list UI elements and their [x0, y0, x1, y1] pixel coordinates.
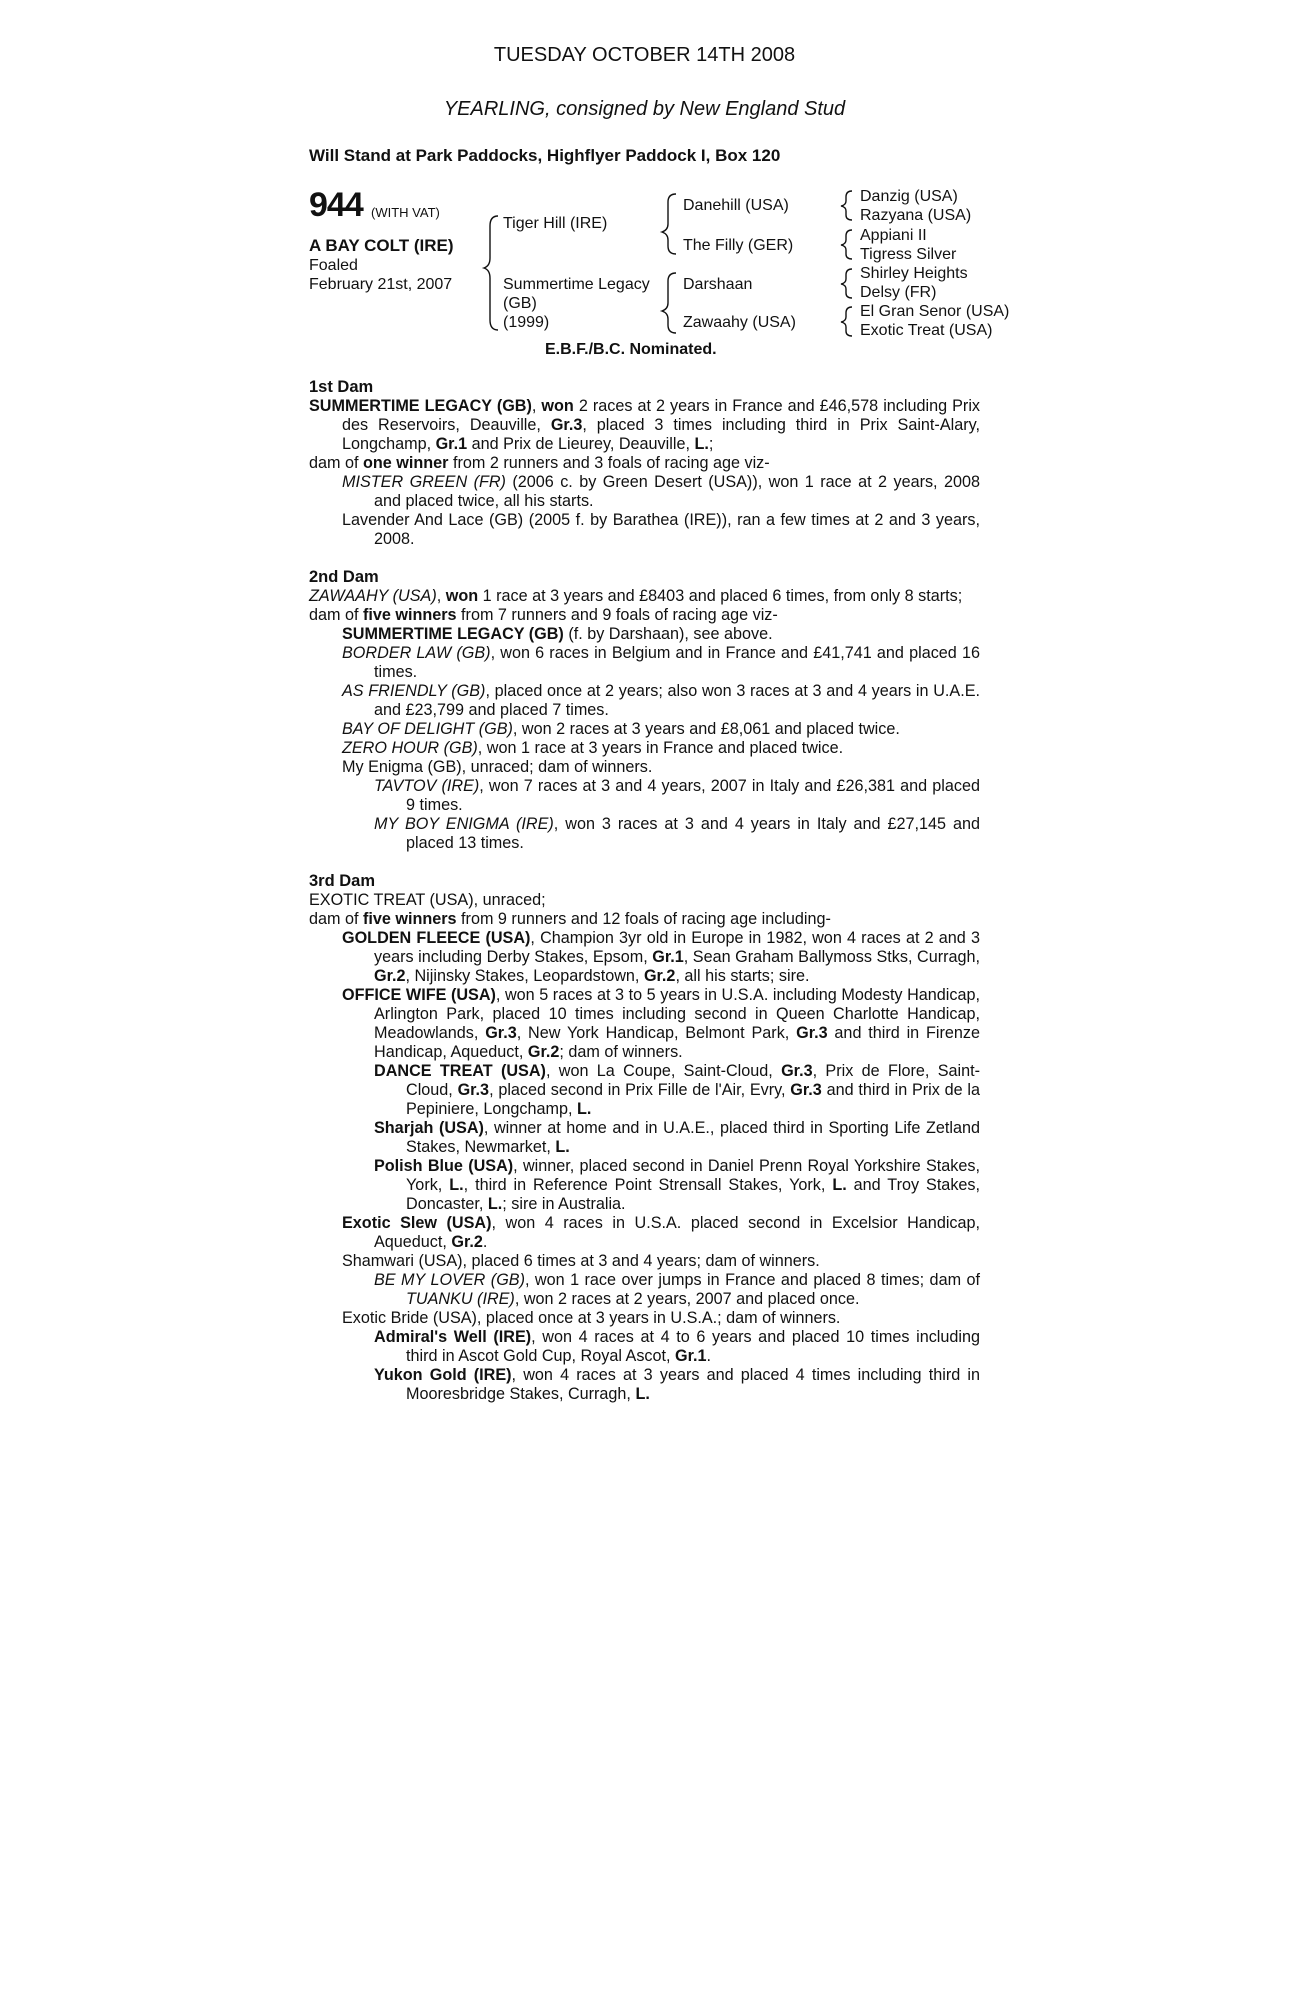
grandproduce-be-my-lover: BE MY LOVER (GB), won 1 race over jumps in France and placed 8 times; dam of TUANKU (IRE), won 2 races at 2 years, 2007 and placed once.: [374, 1271, 980, 1308]
pedigree-dam-year: (1999): [503, 314, 550, 331]
first-dam-heading: 1st Dam: [309, 378, 374, 396]
pedigree-gg-5: Shirley Heights: [860, 265, 968, 282]
consignment-line: YEARLING, consigned by New England Stud: [443, 98, 846, 120]
pedigree-sire-dam: The Filly (GER): [683, 237, 794, 254]
third-dam-produce-summary: dam of five winners from 9 runners and 12 foals of racing age including-: [309, 910, 831, 928]
grandproduce-dance-treat: DANCE TREAT (USA), won La Coupe, Saint-Cloud, Gr.3, Prix de Flore, Saint-Cloud, Gr.3, placed second in Prix Fille de l'Air, Evry, Gr.3 and third in Prix de la Pepiniere, Longchamp, L.: [374, 1062, 980, 1118]
third-dam-produce-exotic-bride: Exotic Bride (USA), placed once at 3 years in U.S.A.; dam of winners.: [342, 1309, 841, 1327]
pedigree-gg-3: Appiani II: [860, 227, 927, 244]
stand-location: Will Stand at Park Paddocks, Highflyer Paddock I, Box 120: [309, 146, 781, 165]
first-dam-produce-1: MISTER GREEN (FR) (2006 c. by Green Desert (USA)), won 1 race at 2 years, 2008 and placed twice, all his starts.: [342, 473, 980, 510]
second-dam-produce-2: BORDER LAW (GB), won 6 races in Belgium and in France and £41,741 and placed 16 times.: [342, 644, 980, 681]
first-dam-produce-2: Lavender And Lace (GB) (2005 f. by Barathea (IRE)), ran a few times at 2 and 3 years, 2008.: [342, 511, 980, 548]
catalogue-body: [309, 378, 980, 1404]
first-dam-name: SUMMERTIME LEGACY (GB): [309, 397, 532, 415]
grandproduce-polish-blue: Polish Blue (USA), winner, placed second in Daniel Prenn Royal Yorkshire Stakes, York, L., third in Reference Point Strensall Stakes, York, L. and Troy Stakes, Doncaster, L.; sire in Australia.: [374, 1157, 981, 1213]
pedigree-dam-sire: Darshaan: [683, 276, 753, 293]
vat-note: (WITH VAT): [371, 205, 440, 220]
second-dam-grandproduce-2: MY BOY ENIGMA (IRE), won 3 races at 3 and 4 years in Italy and £27,145 and placed 13 times.: [374, 815, 980, 852]
third-dam-heading: 3rd Dam: [309, 872, 376, 890]
nomination-note: E.B.F./B.C. Nominated.: [545, 341, 717, 358]
pedigree-dam-dam: Zawaahy (USA): [683, 314, 796, 331]
pedigree-dam: [503, 275, 650, 332]
second-dam-produce-1: SUMMERTIME LEGACY (GB) (f. by Darshaan), see above.: [342, 625, 773, 643]
third-dam-produce-exotic-slew: Exotic Slew (USA), won 4 races in U.S.A. placed second in Excelsior Handicap, Aqueduct, Gr.2.: [342, 1214, 981, 1251]
grandproduce-admirals-well: Admiral's Well (IRE), won 4 races at 4 to 6 years and placed 10 times including third in Ascot Gold Cup, Royal Ascot, Gr.1.: [374, 1328, 980, 1365]
pedigree-gg-4: Tigress Silver: [860, 246, 957, 263]
pedigree-gg-6: Delsy (FR): [860, 284, 937, 301]
second-dam-produce-4: BAY OF DELIGHT (GB), won 2 races at 3 years and £8,061 and placed twice.: [342, 720, 900, 738]
second-dam-grandproduce-1: TAVTOV (IRE), won 7 races at 3 and 4 years, 2007 in Italy and £26,381 and placed 9 times.: [374, 777, 980, 814]
lot-number: 944: [309, 186, 363, 224]
second-dam-produce-summary: dam of five winners from 7 runners and 9 foals of racing age viz-: [309, 606, 778, 624]
pedigree-gg-2: Razyana (USA): [860, 207, 972, 224]
third-dam-produce-office-wife: OFFICE WIFE (USA), won 5 races at 3 to 5 years in U.S.A. including Modesty Handicap, Arlington Park, placed 10 times including second in Queen Charlotte Handicap, Meadowlands, Gr.3, New York Handicap, Belmont Park, Gr.3 and third in Firenze Handicap, Aqueduct, Gr.2; dam of winners.: [342, 986, 980, 1061]
pedigree-dam-country: (GB): [503, 295, 537, 312]
second-dam-produce-6: My Enigma (GB), unraced; dam of winners.: [342, 758, 653, 776]
second-dam-produce-5: ZERO HOUR (GB), won 1 race at 3 years in France and placed twice.: [342, 739, 844, 757]
foaled-label: Foaled: [309, 257, 358, 274]
pedigree-gg-7: El Gran Senor (USA): [860, 303, 1010, 320]
sale-date: TUESDAY OCTOBER 14TH 2008: [493, 44, 796, 66]
pedigree-dam-name: Summertime Legacy: [503, 276, 650, 293]
second-dam-produce-3: AS FRIENDLY (GB), placed once at 2 years; also won 3 races at 3 and 4 years in U.A.E. and £23,799 and placed 7 times.: [342, 682, 981, 719]
third-dam-produce-shamwari: Shamwari (USA), placed 6 times at 3 and 4 years; dam of winners.: [342, 1252, 820, 1270]
third-dam-record: EXOTIC TREAT (USA), unraced;: [309, 891, 546, 909]
grandproduce-sharjah: Sharjah (USA), winner at home and in U.A.E., placed third in Sporting Life Zetland Stakes, Newmarket, L.: [374, 1119, 980, 1156]
pedigree-sire-sire: Danehill (USA): [683, 197, 789, 214]
third-dam-produce-golden-fleece: GOLDEN FLEECE (USA), Champion 3yr old in Europe in 1982, won 4 races at 2 and 3 years including Derby Stakes, Epsom, Gr.1, Sean Graham Ballymoss Stks, Curragh, Gr.2, Nijinsky Stakes, Leopardstown, Gr.2, all his starts; sire.: [342, 929, 980, 985]
foaled-date: February 21st, 2007: [309, 276, 453, 293]
pedigree-gg-1: Danzig (USA): [860, 188, 958, 205]
pedigree-sire: Tiger Hill (IRE): [503, 215, 608, 232]
won-label: won: [541, 397, 574, 415]
second-dam-heading: 2nd Dam: [309, 568, 379, 586]
first-dam-produce-summary: dam of one winner from 2 runners and 3 foals of racing age viz-: [309, 454, 770, 472]
second-dam-record: ZAWAAHY (USA), won 1 race at 3 years and £8403 and placed 6 times, from only 8 starts;: [309, 587, 963, 605]
pedigree-gg-8: Exotic Treat (USA): [860, 322, 993, 339]
first-dam-record: SUMMERTIME LEGACY (GB), won 2 races at 2 years in France and £46,578 including Prix des Reservoirs, Deauville, Gr.3, placed 3 times including third in Prix Saint-Alary, Longchamp, Gr.1 and Prix de Lieurey, Deauville, L.;: [309, 397, 981, 453]
grandproduce-yukon-gold: Yukon Gold (IRE), won 4 races at 3 years and placed 4 times including third in Mooresbridge Stakes, Curragh, L.: [374, 1366, 980, 1403]
horse-title: A BAY COLT (IRE): [309, 236, 454, 255]
